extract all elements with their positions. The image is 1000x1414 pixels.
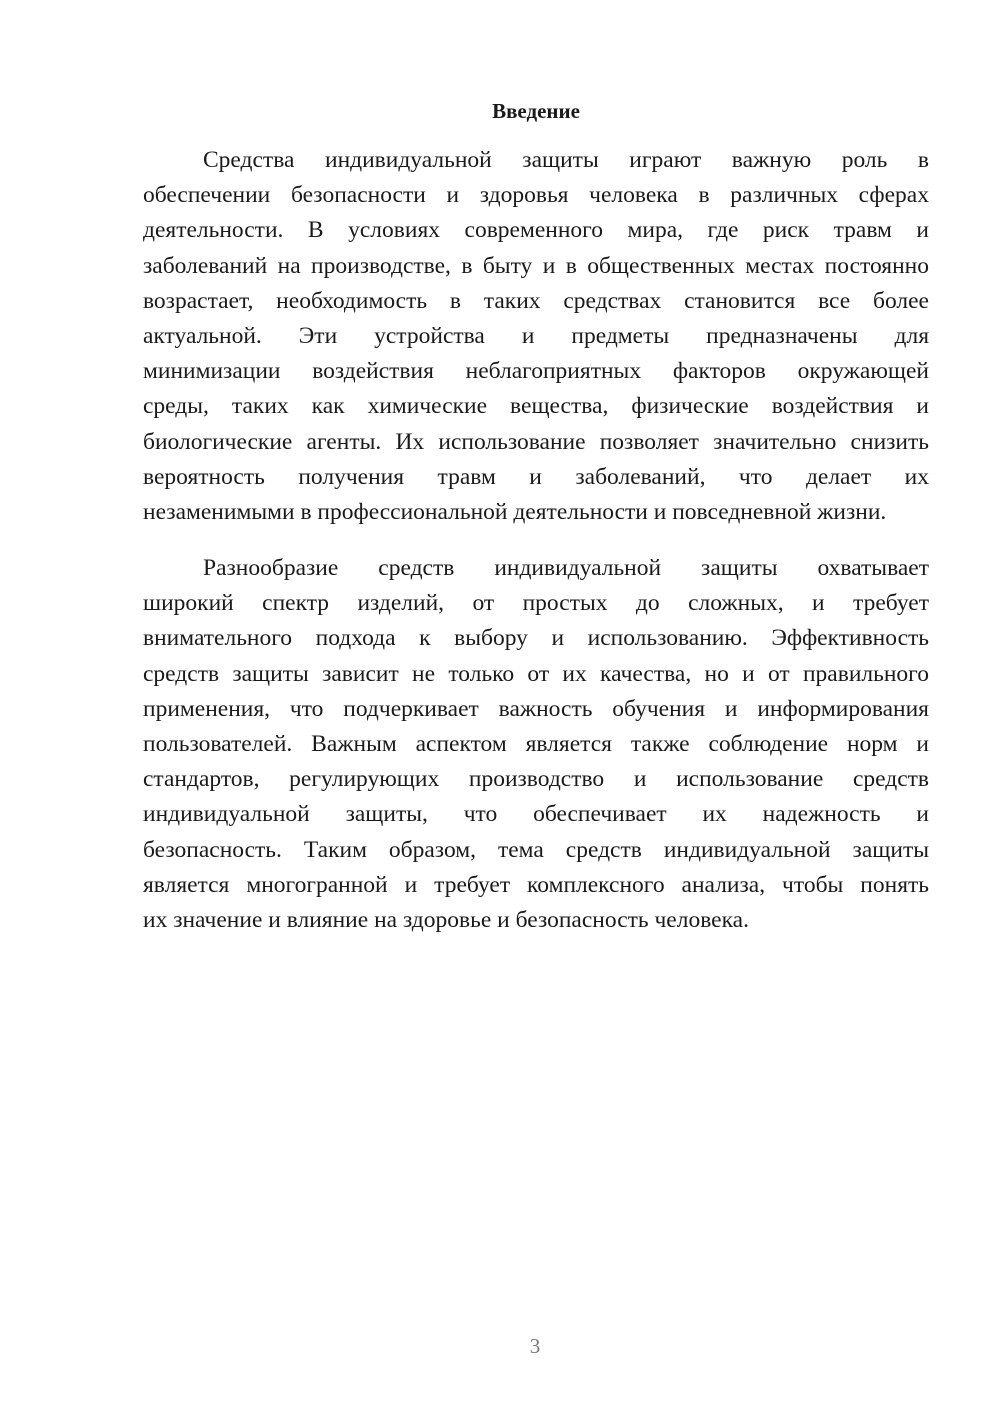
paragraph-line: средств защиты зависит не только от их качества, но и от правильного <box>143 660 929 687</box>
paragraph-line: широкий спектр изделий, от простых до сложных, и требует <box>143 590 929 617</box>
paragraph-line: заболеваний на производстве, в быту и в общественных местах постоянно <box>143 252 929 279</box>
paragraph-line: деятельности. В условиях современного мира, где риск травм и <box>143 217 929 244</box>
paragraph-line: их значение и влияние на здоровье и безопасность человека. <box>143 906 749 933</box>
paragraph-line: актуальной. Эти устройства и предметы предназначены для <box>143 322 929 349</box>
paragraph-line: индивидуальной защиты, что обеспечивает их надежность и <box>143 801 929 828</box>
paragraph-line: возрастает, необходимость в таких средствах становится все более <box>143 287 929 314</box>
paragraph-line: стандартов, регулирующих производство и использование средств <box>143 766 929 793</box>
paragraph-line: обеспечении безопасности и здоровья человека в различных сферах <box>143 182 929 209</box>
paragraph-line: вероятность получения травм и заболеваний, что делает их <box>143 463 929 490</box>
paragraph-line: является многогранной и требует комплексного анализа, чтобы понять <box>143 871 929 898</box>
paragraph-line: безопасность. Таким образом, тема средств индивидуальной защиты <box>143 836 929 863</box>
paragraph-line: Средства индивидуальной защиты играют важную роль в <box>203 147 929 173</box>
paragraph-line: пользователей. Важным аспектом является также соблюдение норм и <box>143 730 929 757</box>
page-number: 3 <box>529 1334 541 1358</box>
paragraph-line: применения, что подчеркивает важность обучения и информирования <box>143 695 929 722</box>
paragraph-line: среды, таких как химические вещества, физические воздействия и <box>143 393 929 420</box>
paragraph-line: внимательного подхода к выбору и использованию. Эффективность <box>143 625 929 652</box>
paragraph-line: незаменимыми в профессиональной деятельности и повседневной жизни. <box>143 498 887 525</box>
paragraph-line: минимизации воздействия неблагоприятных факторов окружающей <box>143 358 929 385</box>
paragraph-line: биологические агенты. Их использование позволяет значительно снизить <box>143 428 929 455</box>
section-title: Введение <box>492 99 580 123</box>
paragraph-1 <box>143 143 929 530</box>
paragraph-line: Разнообразие средств индивидуальной защиты охватывает <box>203 555 929 581</box>
paragraph-2 <box>143 551 929 938</box>
